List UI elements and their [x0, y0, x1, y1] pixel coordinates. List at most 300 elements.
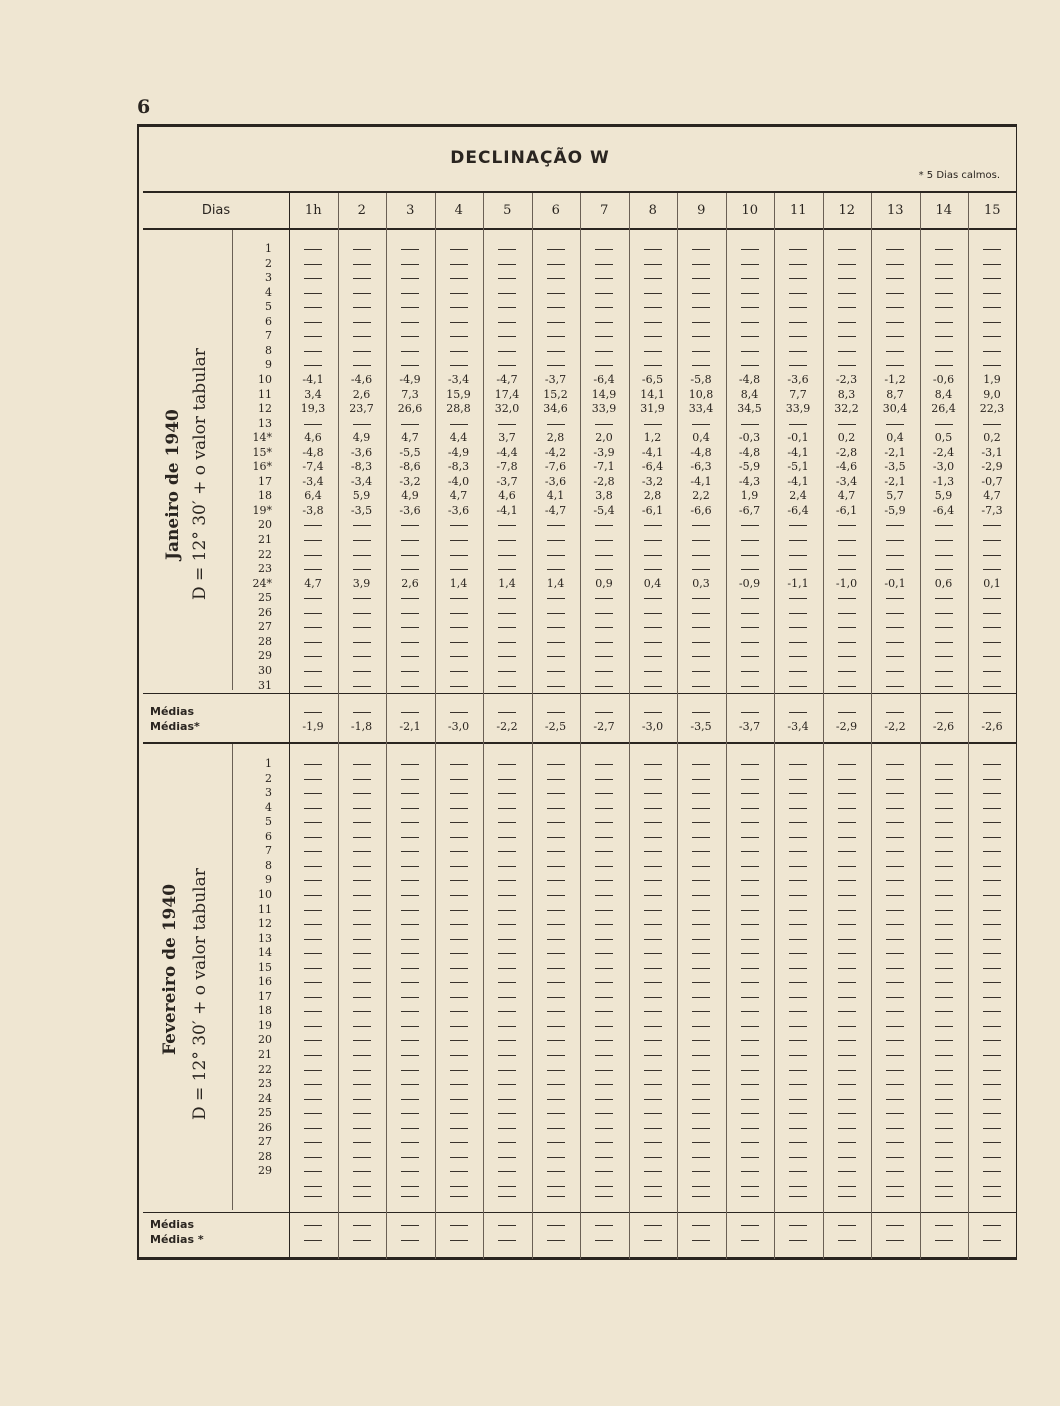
dash-cell [547, 793, 565, 794]
data-cell: 30,4 [882, 402, 908, 416]
dash-cell [838, 822, 856, 823]
dash-cell [547, 278, 565, 279]
dash-cell [401, 1128, 419, 1129]
dash-cell [838, 424, 856, 425]
dash-cell [304, 793, 322, 794]
dash-cell [304, 540, 322, 541]
header-hour: 2 [357, 203, 366, 218]
dash-cell [741, 1070, 759, 1071]
dash-cell [595, 598, 613, 599]
dash-cell [450, 997, 468, 998]
header-hour: 8 [648, 203, 657, 218]
data-cell: -4,6 [350, 372, 373, 386]
data-cell: -3,5 [884, 460, 906, 474]
dash-cell [450, 895, 468, 896]
dash-cell [547, 895, 565, 896]
medias-star-cell: -1,9 [302, 720, 324, 733]
dash-cell [547, 525, 565, 526]
dash-cell [450, 1196, 468, 1197]
data-cell: 1,4 [498, 576, 516, 590]
data-cell: 3,4 [304, 387, 322, 401]
dash-cell [644, 249, 662, 250]
dash-cell [838, 569, 856, 570]
dash-cell [789, 1171, 807, 1172]
dash-cell [595, 351, 613, 352]
day-label: 19 [258, 1018, 272, 1032]
dash-cell [935, 1084, 953, 1085]
data-cell: -4,8 [690, 445, 712, 459]
dash-cell [789, 793, 807, 794]
dash-cell [450, 642, 468, 643]
dash-cell [304, 910, 322, 911]
dash-cell [401, 642, 419, 643]
dash-cell [692, 924, 710, 925]
dash-cell [935, 1055, 953, 1056]
dash-cell [547, 293, 565, 294]
vline-col [726, 193, 727, 1259]
dash-cell [401, 939, 419, 940]
header-hour: 1h [304, 203, 322, 218]
medias-star-dash [692, 1240, 710, 1241]
dash-cell [450, 351, 468, 352]
dash-cell [595, 686, 613, 687]
day-label: 26 [258, 605, 272, 619]
data-cell: 28,8 [446, 402, 471, 416]
medias-star-dash [983, 1240, 1001, 1241]
dash-cell [935, 822, 953, 823]
medias-star-dash [886, 1240, 904, 1241]
dash-cell [789, 307, 807, 308]
dash-cell [789, 1026, 807, 1027]
data-cell: -4,1 [787, 445, 809, 459]
dash-cell [450, 278, 468, 279]
dash-cell [983, 1011, 1001, 1012]
dash-cell [353, 837, 371, 838]
dash-cell [935, 837, 953, 838]
data-cell: -5,9 [884, 503, 906, 517]
data-cell: 2,8 [643, 489, 662, 503]
dash-cell [304, 249, 322, 250]
dash-cell [353, 997, 371, 998]
dash-cell [692, 808, 710, 809]
dash-cell [692, 997, 710, 998]
dash-cell [789, 895, 807, 896]
dash-cell [692, 322, 710, 323]
data-cell: 4,7 [983, 489, 1001, 503]
dash-cell [498, 1113, 516, 1114]
dash-cell [789, 910, 807, 911]
data-cell: -2,8 [835, 445, 858, 459]
day-label: 11 [258, 387, 272, 401]
dash-cell [353, 939, 371, 940]
dash-cell [353, 1128, 371, 1129]
day-label: 6 [265, 829, 272, 843]
dash-cell [789, 249, 807, 250]
dash-cell [983, 671, 1001, 672]
data-cell: -4,1 [302, 372, 324, 386]
dash-cell [692, 866, 710, 867]
dash-cell [741, 627, 759, 628]
data-cell: 32,0 [494, 402, 520, 416]
dash-cell [498, 278, 516, 279]
feb-month-label: Fevereiro de 1940 [160, 883, 180, 1055]
data-cell: 5,9 [352, 489, 371, 503]
data-cell: -3,1 [981, 445, 1003, 459]
dash-cell [983, 555, 1001, 556]
data-cell: 4,6 [304, 431, 322, 445]
vline-col [871, 193, 872, 1259]
dash-cell [498, 1070, 516, 1071]
dash-cell [741, 924, 759, 925]
dash-cell [935, 779, 953, 780]
dash-cell [401, 968, 419, 969]
dash-cell [644, 1186, 662, 1187]
dash-cell [304, 837, 322, 838]
dash-cell [838, 264, 856, 265]
dash-cell [741, 656, 759, 657]
dash-cell [498, 1055, 516, 1056]
data-cell: 10,8 [688, 387, 714, 401]
dash-cell [450, 307, 468, 308]
dash-cell [886, 953, 904, 954]
dash-cell [353, 365, 371, 366]
dash-cell [595, 793, 613, 794]
dash-cell [886, 1011, 904, 1012]
day-label: 22 [258, 1062, 272, 1076]
dash-cell [595, 1011, 613, 1012]
dash-cell [789, 1186, 807, 1187]
medias-dash [353, 1225, 371, 1226]
medias-dash [644, 1225, 662, 1226]
dash-cell [547, 1171, 565, 1172]
dash-cell [692, 264, 710, 265]
dash-cell [644, 1196, 662, 1197]
dash-cell [450, 555, 468, 556]
dash-cell [498, 336, 516, 337]
vline-col [532, 193, 533, 1259]
dash-cell [304, 866, 322, 867]
data-cell: 9,0 [983, 387, 1001, 401]
dash-cell [983, 264, 1001, 265]
dash-cell [886, 837, 904, 838]
dash-cell [789, 953, 807, 954]
day-label: 27 [258, 1135, 272, 1149]
data-cell: 22,3 [979, 402, 1005, 416]
dash-cell [838, 793, 856, 794]
data-cell: -6,4 [641, 460, 664, 474]
medias-star-cell: -3,0 [641, 720, 664, 733]
data-cell: -7,3 [981, 503, 1003, 517]
dash-cell [935, 249, 953, 250]
dash-cell [741, 910, 759, 911]
medias-star-cell: -2,9 [835, 720, 858, 733]
dash-cell [983, 656, 1001, 657]
dash-cell [450, 1113, 468, 1114]
vline-col [483, 193, 484, 1259]
dash-cell [353, 1171, 371, 1172]
dash-cell [692, 598, 710, 599]
day-label: 12 [258, 917, 272, 931]
dash-cell [547, 939, 565, 940]
dash-cell [644, 997, 662, 998]
dash-cell [304, 1070, 322, 1071]
dash-cell [789, 866, 807, 867]
dash-cell [401, 764, 419, 765]
day-label: 8 [265, 343, 272, 357]
dash-cell [692, 1055, 710, 1056]
dash-cell [789, 779, 807, 780]
dash-cell [692, 764, 710, 765]
dash-cell [741, 953, 759, 954]
dash-cell [983, 968, 1001, 969]
data-cell: 8,4 [740, 387, 759, 401]
dash-cell [450, 793, 468, 794]
dash-cell [353, 779, 371, 780]
data-cell: -3,6 [350, 445, 373, 459]
vline-col [580, 193, 581, 1259]
dash-cell [304, 1171, 322, 1172]
dash-cell [547, 540, 565, 541]
dash-cell [450, 982, 468, 983]
dash-cell [741, 322, 759, 323]
dash-cell [498, 642, 516, 643]
dash-cell [304, 997, 322, 998]
dash-cell [644, 1026, 662, 1027]
data-cell: 2,6 [352, 387, 371, 401]
dash-cell [886, 982, 904, 983]
dash-cell [935, 924, 953, 925]
dash-cell [789, 642, 807, 643]
dash-cell [498, 982, 516, 983]
medias-star-cell: -2,5 [544, 720, 567, 733]
dash-cell [304, 293, 322, 294]
dash-cell [595, 540, 613, 541]
dash-cell [450, 322, 468, 323]
dash-cell [644, 642, 662, 643]
dash-cell [789, 851, 807, 852]
dash-cell [886, 968, 904, 969]
dash-cell [741, 851, 759, 852]
dash-cell [692, 1186, 710, 1187]
dash-cell [983, 1026, 1001, 1027]
day-label: 17 [258, 474, 272, 488]
dash-cell [450, 1171, 468, 1172]
dash-cell [935, 982, 953, 983]
dash-cell [741, 525, 759, 526]
day-label: 11 [258, 902, 272, 916]
day-label: 21 [258, 1048, 272, 1061]
dash-cell [304, 424, 322, 425]
dash-cell [983, 953, 1001, 954]
dash-cell [983, 822, 1001, 823]
data-cell: -1,2 [884, 372, 906, 386]
header-dias: Dias [201, 203, 231, 218]
dash-cell [838, 939, 856, 940]
day-label: 16* [252, 460, 272, 474]
day-label: 12 [258, 402, 272, 416]
dash-cell [741, 1157, 759, 1158]
dash-cell [498, 613, 516, 614]
dash-cell [353, 910, 371, 911]
dash-cell [401, 895, 419, 896]
dash-cell [886, 1026, 904, 1027]
dash-cell [886, 656, 904, 657]
dash-cell [401, 910, 419, 911]
dash-cell [741, 1099, 759, 1100]
data-cell: 0,1 [983, 576, 1001, 590]
medias-star-dash [498, 1240, 516, 1241]
data-cell: -4,8 [738, 445, 761, 459]
dash-cell [789, 1011, 807, 1012]
dash-cell [498, 764, 516, 765]
data-cell: -1,0 [835, 576, 858, 590]
data-cell: -1,1 [787, 576, 809, 590]
dash-cell [498, 1128, 516, 1129]
dash-cell [595, 424, 613, 425]
dash-cell [644, 1142, 662, 1143]
dash-cell [304, 851, 322, 852]
dash-cell [935, 1011, 953, 1012]
dash-cell [789, 351, 807, 352]
dash-cell [401, 880, 419, 881]
dash-cell [935, 656, 953, 657]
day-label: 15 [258, 960, 272, 974]
dash-cell [547, 1070, 565, 1071]
dash-cell [450, 656, 468, 657]
dash-cell [401, 924, 419, 925]
day-label: 25 [258, 591, 272, 605]
data-cell: 3,7 [498, 431, 516, 445]
dash-cell [935, 910, 953, 911]
dash-cell [595, 627, 613, 628]
dash-cell [886, 822, 904, 823]
medias-star-cell: -3,7 [738, 720, 761, 733]
data-cell: 0,2 [983, 431, 1001, 445]
dash-cell [498, 808, 516, 809]
dash-cell [935, 808, 953, 809]
dash-cell [498, 851, 516, 852]
dash-cell [935, 1113, 953, 1114]
vline-col [338, 193, 339, 1259]
day-label: 20 [258, 518, 272, 532]
dash-cell [983, 982, 1001, 983]
dash-cell [304, 642, 322, 643]
dash-cell [644, 924, 662, 925]
data-cell: -5,9 [738, 460, 761, 474]
data-cell: 4,9 [352, 431, 371, 445]
medias-star-dash [304, 1240, 322, 1241]
dash-cell [450, 1142, 468, 1143]
dash-cell [304, 880, 322, 881]
dash-cell [838, 278, 856, 279]
dash-cell [547, 822, 565, 823]
dash-cell [741, 264, 759, 265]
dash-cell [498, 656, 516, 657]
dash-cell [838, 808, 856, 809]
dash-cell [450, 924, 468, 925]
dash-cell [353, 613, 371, 614]
dash-cell [838, 1113, 856, 1114]
data-cell: -4,8 [738, 372, 761, 386]
dash-cell [401, 1099, 419, 1100]
dash-cell [886, 764, 904, 765]
dash-cell [498, 1011, 516, 1012]
dash-cell [498, 1084, 516, 1085]
dash-cell [547, 365, 565, 366]
dash-cell [595, 895, 613, 896]
dash-cell [644, 598, 662, 599]
dash-cell [983, 1128, 1001, 1129]
header-hour: 13 [886, 203, 904, 218]
dash-cell [692, 1040, 710, 1041]
dash-cell [498, 264, 516, 265]
data-cell: 26,6 [397, 402, 423, 416]
day-label: 24* [252, 576, 272, 590]
dash-cell [595, 1055, 613, 1056]
vline-col [629, 193, 630, 1259]
dash-cell [304, 1055, 322, 1056]
dash-cell [547, 322, 565, 323]
dash-cell [547, 910, 565, 911]
data-cell: -0,1 [884, 576, 906, 590]
dash-cell [789, 1113, 807, 1114]
vline-col [920, 193, 921, 1259]
dash-cell [353, 1099, 371, 1100]
dash-cell [595, 880, 613, 881]
dash-cell [498, 953, 516, 954]
dash-cell [692, 686, 710, 687]
dash-cell [983, 939, 1001, 940]
dash-cell [401, 1196, 419, 1197]
dash-cell [304, 569, 322, 570]
data-cell: 15,9 [446, 387, 471, 401]
dash-cell [692, 627, 710, 628]
dash-cell [983, 866, 1001, 867]
medias-dash [983, 712, 1001, 713]
dash-cell [838, 1157, 856, 1158]
dash-cell [741, 880, 759, 881]
dash-cell [547, 555, 565, 556]
dash-cell [692, 968, 710, 969]
dash-cell [983, 1055, 1001, 1056]
dash-cell [983, 598, 1001, 599]
data-cell: -3,5 [350, 503, 373, 517]
header-hour: 11 [789, 203, 807, 218]
dash-cell [595, 910, 613, 911]
dash-cell [644, 293, 662, 294]
dash-cell [547, 627, 565, 628]
dash-cell [401, 351, 419, 352]
dash-cell [983, 525, 1001, 526]
dash-cell [547, 424, 565, 425]
dash-cell [353, 293, 371, 294]
dash-cell [838, 686, 856, 687]
dash-cell [353, 1157, 371, 1158]
dash-cell [304, 627, 322, 628]
dash-cell [741, 1196, 759, 1197]
dash-cell [304, 953, 322, 954]
dash-cell [983, 808, 1001, 809]
dash-cell [838, 671, 856, 672]
medias-dash [838, 1225, 856, 1226]
dash-cell [886, 424, 904, 425]
dash-cell [983, 895, 1001, 896]
data-cell: 4,7 [304, 576, 322, 590]
dash-cell [644, 1070, 662, 1071]
dash-cell [789, 1099, 807, 1100]
dash-cell [595, 982, 613, 983]
dash-cell [886, 1055, 904, 1056]
